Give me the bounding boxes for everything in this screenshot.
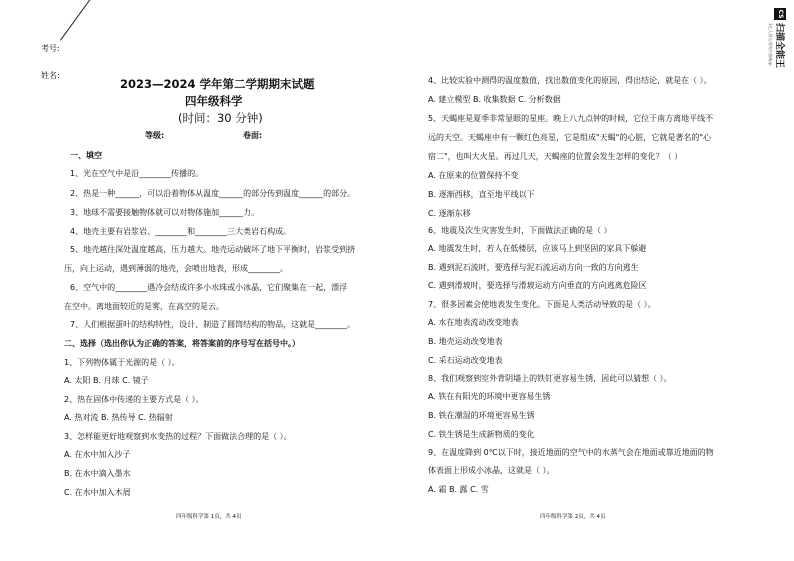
- choice-q4-options: A. 建立模型 B. 收集数据 C. 分析数据: [428, 95, 561, 104]
- choice-q2: 2、热在固体中传递的主要方式是（ ）。: [64, 395, 204, 404]
- grade-label: 等级:: [145, 131, 165, 140]
- fill-q5-line1: 5、地壳越往深处温度越高，压力越大。地壳运动破坏了地下平衡时，岩浆受到挤: [70, 245, 356, 254]
- choice-q3-option-a: A. 在水中加入沙子: [64, 450, 131, 459]
- fill-q6-line1: 6、空气中的________遇冷会结成许多小水珠或小冰晶，它们聚集在一起，漂浮: [70, 283, 348, 292]
- exam-time: (时间：30 分钟): [178, 111, 263, 125]
- section-fill-blank: 一、填空: [70, 151, 102, 160]
- choice-q3-option-c: C. 在水中加入木屑: [64, 488, 131, 497]
- choice-q5-option-a: A. 在原来的位置保持不变: [428, 171, 519, 180]
- cs-badge-icon: CS: [774, 8, 786, 20]
- choice-q7: 7、很多因素会使地表发生变化。下面是人类活动导致的是（ ）。: [428, 300, 656, 309]
- fill-q5-line2: 压，向上运动，遇到薄弱的地壳，会喷出地表，形成________。: [64, 264, 288, 273]
- page-footer-left: 四年级科学第 1页，共 4页: [176, 514, 242, 520]
- choice-q1-options: A. 太阳 B. 月球 C. 镜子: [64, 376, 149, 385]
- choice-q9-line2: 体表面上形成小冰晶，这就是（ ）。: [428, 466, 555, 475]
- choice-q3-option-b: B. 在水中滴入墨水: [64, 469, 131, 478]
- choice-q6-option-a: A. 地震发生时，若人在低楼层，应该马上到坚固的家具下躲避: [428, 244, 647, 253]
- exam-title: 2023—2024 学年第二学期期末试题: [120, 77, 315, 91]
- fill-q1: 1、光在空气中是沿________传播的。: [70, 169, 204, 178]
- fill-q4: 4、地壳主要有岩浆岩、________和________三大类岩石构成。: [70, 227, 292, 236]
- choice-q5-option-c: C. 逐渐东移: [428, 209, 471, 218]
- choice-q7-option-c: C. 采石运动改变地表: [428, 356, 503, 365]
- page-footer-right: 四年级科学第 2页，共 4页: [540, 514, 606, 520]
- choice-q6-option-b: B. 遇到泥石流时，要选择与泥石流运动方向一致的方向逃生: [428, 263, 639, 272]
- section-multiple-choice: 二、选择（选出你认为正确的答案，将答案前的序号写在括号中。）: [64, 339, 300, 348]
- exam-subtitle: 四年级科学: [185, 94, 243, 108]
- choice-q1: 1、下列物体属于光源的是（ ）。: [64, 358, 180, 367]
- choice-q7-option-a: A. 水在地表流动改变地表: [428, 318, 519, 327]
- scanner-logo-name: 扫描全能王: [774, 23, 784, 69]
- fill-q2: 2、热是一种______，可以沿着物体从温度______的部分传到温度______的部分。: [70, 189, 356, 198]
- choice-q6-option-c: C. 遇到滑坡时，要选择与滑坡运动方向垂直的方向逃离危险区: [428, 281, 647, 290]
- fill-q6-line2: 在空中。离地面较近的是雾，在高空的是云。: [64, 302, 224, 311]
- choice-q9-line1: 9、在温度降到 0℃以下时，接近地面的空气中的水蒸气会在地面或靠近地面的物: [428, 448, 714, 457]
- choice-q8-option-c: C. 铁生锈是生成新物质的变化: [428, 430, 535, 439]
- scanner-logo-tagline: 3亿人都在用的扫描App: [768, 23, 773, 66]
- scanner-logo: [759, 8, 789, 98]
- exam-number-label: 考号:: [41, 44, 60, 53]
- choice-q6: 6、地震及次生灾害发生时，下面做法正确的是（ ）: [428, 226, 612, 235]
- choice-q5-line1: 5、天蝎座是夏季非常显眼的星座。晚上八九点钟的时候，它位于南方离地平线不: [428, 114, 714, 123]
- choice-q5-line3: 宿二"，也叫大火星。再过几天，天蝎座的位置会发生怎样的变化？（ ）: [428, 152, 683, 161]
- choice-q8: 8、我们观察到室外背阴墙上的铁钉更容易生锈，因此可以猜想（ ）。: [428, 374, 672, 383]
- choice-q3: 3、怎样能更好地观察到水变热的过程？下面做法合理的是（ ）。: [64, 432, 292, 441]
- choice-q5-option-b: B. 逐渐西移，直至地平线以下: [428, 190, 535, 199]
- choice-q8-option-a: A. 铁在有阳光的环境中更容易生锈: [428, 392, 551, 401]
- choice-q5-line2: 远的天空。天蝎座中有一颗红色亮星，它是组成"天蝎"的心脏，它就是著名的"心: [428, 133, 712, 142]
- name-label: 姓名:: [41, 71, 60, 80]
- choice-q8-option-b: B. 铁在潮湿的环境更容易生锈: [428, 411, 535, 420]
- choice-q9-options: A. 霜 B. 露 C. 雪: [428, 485, 489, 494]
- choice-q7-option-b: B. 地壳运动改变地表: [428, 337, 503, 346]
- choice-q2-options: A. 热对流 B. 热传导 C. 热辐射: [64, 413, 173, 422]
- fill-q7: 7、人们根据蛋叶的结构特性，设计、制造了圆筒结构的物品，这就是________。: [70, 320, 356, 329]
- reviewer-label: 卷面:: [243, 131, 263, 140]
- fill-q3: 3、地球不需要接触物体就可以对物体施加______力。: [70, 208, 260, 217]
- binding-diagonal-line: [60, 0, 148, 41]
- choice-q4: 4、比较实验中测得的温度数值，找出数值变化的原因，得出结论，就是在（ ）。: [428, 76, 712, 85]
